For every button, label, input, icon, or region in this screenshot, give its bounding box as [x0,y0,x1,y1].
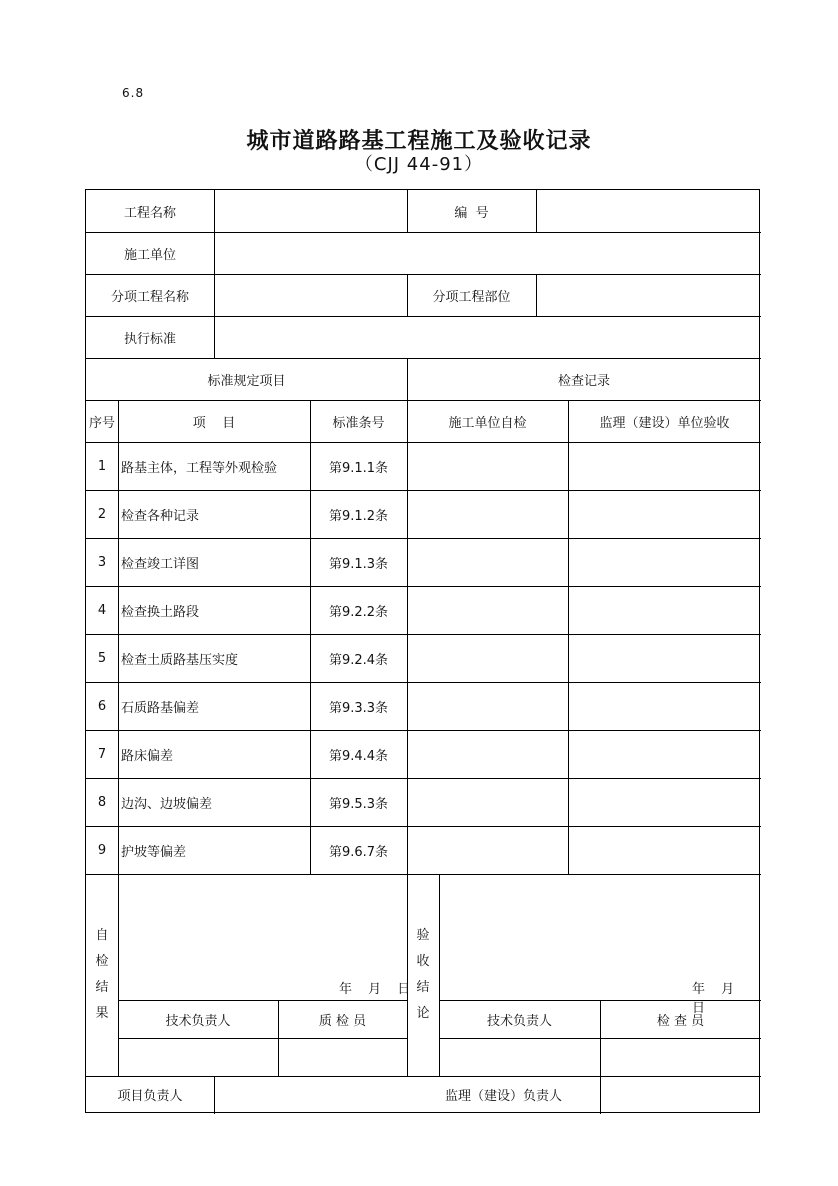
row-no: 7 [97,746,107,762]
doc-title: 城市道路路基工程施工及验收记录 [246,129,592,154]
project-lead-field[interactable] [215,1077,407,1113]
row-clause: 第9.1.2条 [328,508,389,524]
standard-label: 执行标准 [123,331,176,347]
supervisor-lead-field[interactable] [601,1077,761,1113]
row-clause: 第9.5.3条 [328,796,389,812]
supervisor-lead-label: 监理（建设）负责人 [444,1089,562,1104]
row-item: 路床偏差 [121,748,174,764]
construction-unit-field[interactable] [215,232,761,274]
row-no: 8 [97,794,107,810]
row-clause: 第9.4.4条 [328,748,389,764]
row-item: 边沟、边坡偏差 [121,796,213,812]
project-lead-label: 项目负责人 [117,1089,183,1104]
construction-unit-label: 施工单位 [123,247,176,263]
self-check-date: 年 月 日 [339,982,411,997]
inspector-sign-field[interactable] [601,1039,761,1076]
sub-project-name-label: 分项工程名称 [110,289,189,305]
row-no: 9 [97,842,107,858]
number-label: 编 号 [454,205,489,221]
section-inspection-record: 检查记录 [557,373,610,389]
row-no: 5 [97,650,107,666]
col-self-check-header: 施工单位自检 [448,415,527,431]
row-clause: 第9.2.4条 [328,652,389,668]
row-item: 护坡等偏差 [121,844,187,860]
section-standard-items: 标准规定项目 [207,373,286,389]
row-item: 检查换土路段 [121,604,200,620]
acceptance-conclusion-area[interactable] [440,875,760,965]
row-clause: 第9.2.2条 [328,604,389,620]
quality-inspector-sign-field[interactable] [279,1039,407,1076]
doc-subtitle: （CJJ 44-91） [354,154,484,175]
tech-lead-right-sign-field[interactable] [440,1039,600,1076]
project-name-label: 工程名称 [123,205,176,221]
quality-inspector-label: 质 检 员 [318,1013,367,1029]
tech-lead-label: 技术负责人 [165,1013,231,1029]
sub-project-part-label: 分项工程部位 [432,289,511,305]
row-no: 4 [97,602,107,618]
row-clause: 第9.3.3条 [328,700,389,716]
row-no: 6 [97,698,107,714]
acceptance-date: 年 月 日 [692,982,735,1016]
row-no: 2 [97,506,107,522]
row-clause: 第9.6.7条 [328,844,389,860]
row-item: 石质路基偏差 [121,700,200,716]
acceptance-conclusion-label: 验 收 结 论 [416,928,430,1021]
self-check-result-label: 自 检 结 果 [95,928,109,1021]
number-field[interactable] [537,190,761,232]
record-table [85,189,760,1113]
sub-project-part-field[interactable] [537,274,761,316]
row-item: 检查竣工详图 [121,556,200,572]
row-item: 路基主体，工程等外观检验 [121,460,278,476]
project-name-field[interactable] [215,190,407,232]
standard-field[interactable] [215,316,761,358]
row-clause: 第9.1.1条 [328,460,389,476]
self-check-result-area[interactable] [119,875,407,965]
col-no-header: 序号 [88,415,115,431]
row-clause: 第9.1.3条 [328,556,389,572]
row-no: 3 [97,554,107,570]
row-item: 检查各种记录 [121,508,200,524]
tech-lead-sign-field[interactable] [119,1039,278,1076]
row-no: 1 [97,458,107,474]
doc-code: 6.8 [122,86,145,100]
col-supervisor-header: 监理（建设）单位验收 [599,415,730,431]
inspector-label: 检 查 员 [656,1013,705,1029]
row-item: 检查土质路基压实度 [121,652,239,668]
sub-project-name-field[interactable] [215,274,407,316]
col-clause-header: 标准条号 [332,415,385,431]
col-item-header: 项 目 [192,415,236,431]
tech-lead-label-right: 技术负责人 [486,1013,552,1029]
